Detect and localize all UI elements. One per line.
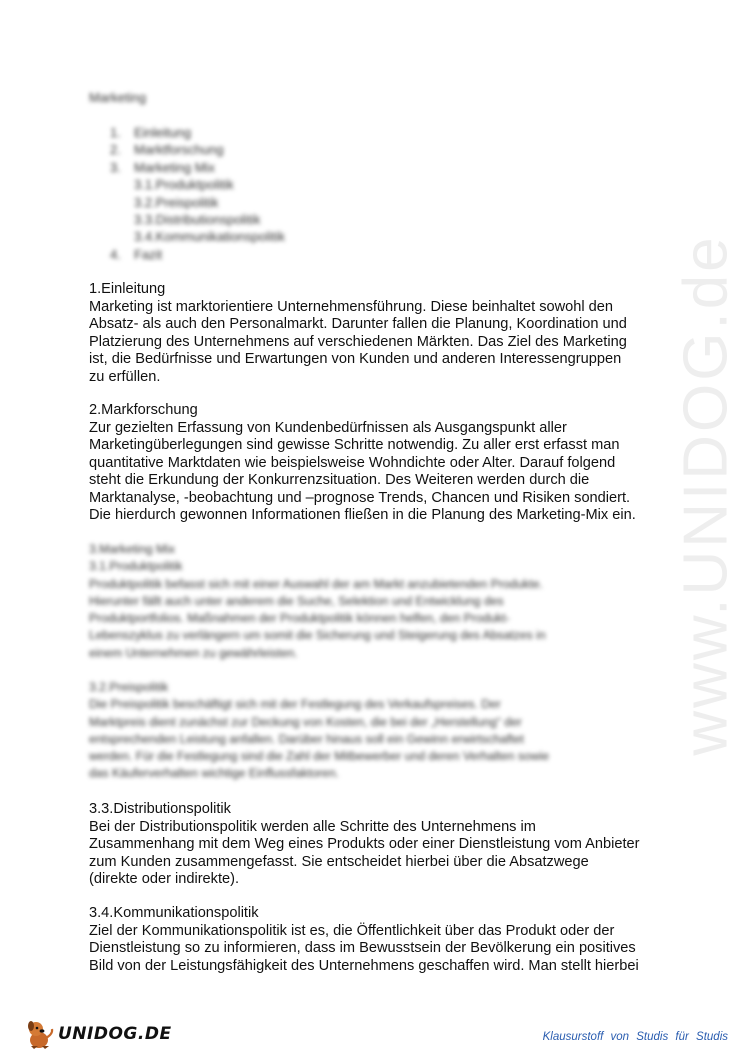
text-line: Die hierdurch gewonnen Informationen fließen in die Planung des Marketing-Mix ein. xyxy=(89,507,636,523)
text-line: entsprechenden Leistung anfallen. Darüber hinaus soll ein Gewinn erwirtschaftet xyxy=(89,731,524,746)
section-heading: 3.3.Distributionspolitik xyxy=(89,801,231,817)
text-line: werden. Für die Festlegung sind die Zahl der Mitbewerber und deren Verhalten sowie xyxy=(89,749,550,764)
section-heading: 3.2.Preispolitik xyxy=(89,680,169,694)
section-distributionspolitik xyxy=(89,801,689,889)
text-line: Marktanalyse, -beobachtung und –prognose Trends, Chancen und Risiken sondiert. xyxy=(89,489,631,506)
text-line: Zur gezielten Erfassung von Kundenbedürfnissen als Ausgangspunkt aller xyxy=(89,419,567,436)
section-heading: 1.Einleitung xyxy=(89,281,166,297)
text-line: steht die Erkundung der Konkurrenzsituation. Des Weiteren werden durch die xyxy=(89,472,590,488)
text-line: Marketingüberlegungen sind gewisse Schritte notwendig. Zu aller erst erfasst man xyxy=(89,437,620,453)
logo-text: UNIDOG.DE xyxy=(58,1024,172,1044)
text-line: Bild von der Leistungsfähigkeit des Unternehmens geschaffen wird. Man stellt hierbei xyxy=(89,957,639,974)
text-line: Die Preispolitik beschäftigt sich mit der Festlegung des Verkaufspreises. Der xyxy=(89,697,501,712)
text-line: Platzierung des Unternehmens auf verschiedenen Märkten. Das Ziel des Marketing xyxy=(89,333,627,350)
toc-subitem: 3.2.Preispolitik xyxy=(134,194,219,210)
document-title: Marketing xyxy=(89,90,147,105)
toc-subitem: 3.3.Distributionspolitik xyxy=(134,212,261,228)
text-line: zu erfüllen. xyxy=(89,368,161,385)
text-line: Hierunter fällt auch unter anderem die Suche, Selektion und Entwicklung des xyxy=(89,593,504,608)
text-line: Marketing ist marktorientiere Unternehmensführung. Diese beinhaltet sowohl den xyxy=(89,298,614,315)
table-of-contents xyxy=(110,124,285,263)
section-subheading: 3.1.Produktpolitik xyxy=(89,559,183,574)
text-line: Bei der Distributionspolitik werden alle Schritte des Unternehmens im xyxy=(89,818,536,835)
text-line: Ziel der Kommunikationspolitik ist es, die Öffentlichkeit über das Produkt oder der xyxy=(89,922,615,939)
text-line: Zusammenhang mit dem Weg eines Produkts oder einer Dienstleistung vom Anbieter xyxy=(89,836,640,852)
toc-subitem: 3.4.Kommunikationspolitik xyxy=(134,229,286,245)
text-line: einem Unternehmen zu gewährleisten. xyxy=(89,645,298,660)
text-line: Produktportfolios. Maßnahmen der Produktpolitik können helfen, den Produkt- xyxy=(89,611,510,626)
section-heading: 3.Marketing Mix xyxy=(89,542,176,556)
dog-icon xyxy=(22,1018,56,1050)
section-einleitung xyxy=(89,281,689,386)
unidog-logo[interactable] xyxy=(22,1018,172,1050)
text-line: Dienstleistung so zu informieren, dass im Bewusstsein der Bevölkerung ein positives xyxy=(89,940,636,956)
text-line: quantitative Marktdaten wie beispielsweise Wohndichte oder Alter. Darauf folgend xyxy=(89,454,616,471)
text-line: ist, die Bedürfnisse und Erwartungen von Kunden und anderen Interessengruppen xyxy=(89,351,622,367)
watermark: www.UNIDOG.de xyxy=(671,234,741,756)
toc-subitem: 3.1.Produktpolitik xyxy=(134,177,234,193)
text-line: Marktpreis dient zunächst zur Deckung von Kosten, die bei der „Herstellung“ der xyxy=(89,714,522,729)
section-marktforschung xyxy=(89,402,689,525)
toc-item: 1. Einleitung xyxy=(110,125,192,140)
text-line: das Käuferverhalten wichtige Einflussfaktoren. xyxy=(89,766,339,781)
section-marketing-mix xyxy=(89,541,669,662)
footer-tagline: Klausurstoff von Studis für Studis xyxy=(542,1031,728,1043)
section-heading: 2.Markforschung xyxy=(89,402,198,418)
toc-item: 3. Marketing Mix xyxy=(110,159,215,175)
section-heading: 3.4.Kommunikationspolitik xyxy=(89,905,259,921)
section-kommunikationspolitik xyxy=(89,905,689,975)
toc-item: 2. Marktforschung xyxy=(110,142,224,158)
section-preispolitik xyxy=(89,679,669,783)
text-line: Produktpolitik befasst sich mit einer Auswahl der am Markt anzubietenden Produkte. xyxy=(89,576,543,591)
text-line: (direkte oder indirekte). xyxy=(89,871,240,887)
text-line: Lebenszyklus zu verlängern um somit die Sicherung und Steigerung des Absatzes in xyxy=(89,628,546,643)
text-line: Absatz- als auch den Personalmarkt. Darunter fallen die Planung, Koordination und xyxy=(89,316,627,332)
toc-item: 4. Fazit xyxy=(110,246,163,262)
text-line: zum Kunden zusammengefasst. Sie entscheidet hierbei über die Absatzwege xyxy=(89,853,589,870)
